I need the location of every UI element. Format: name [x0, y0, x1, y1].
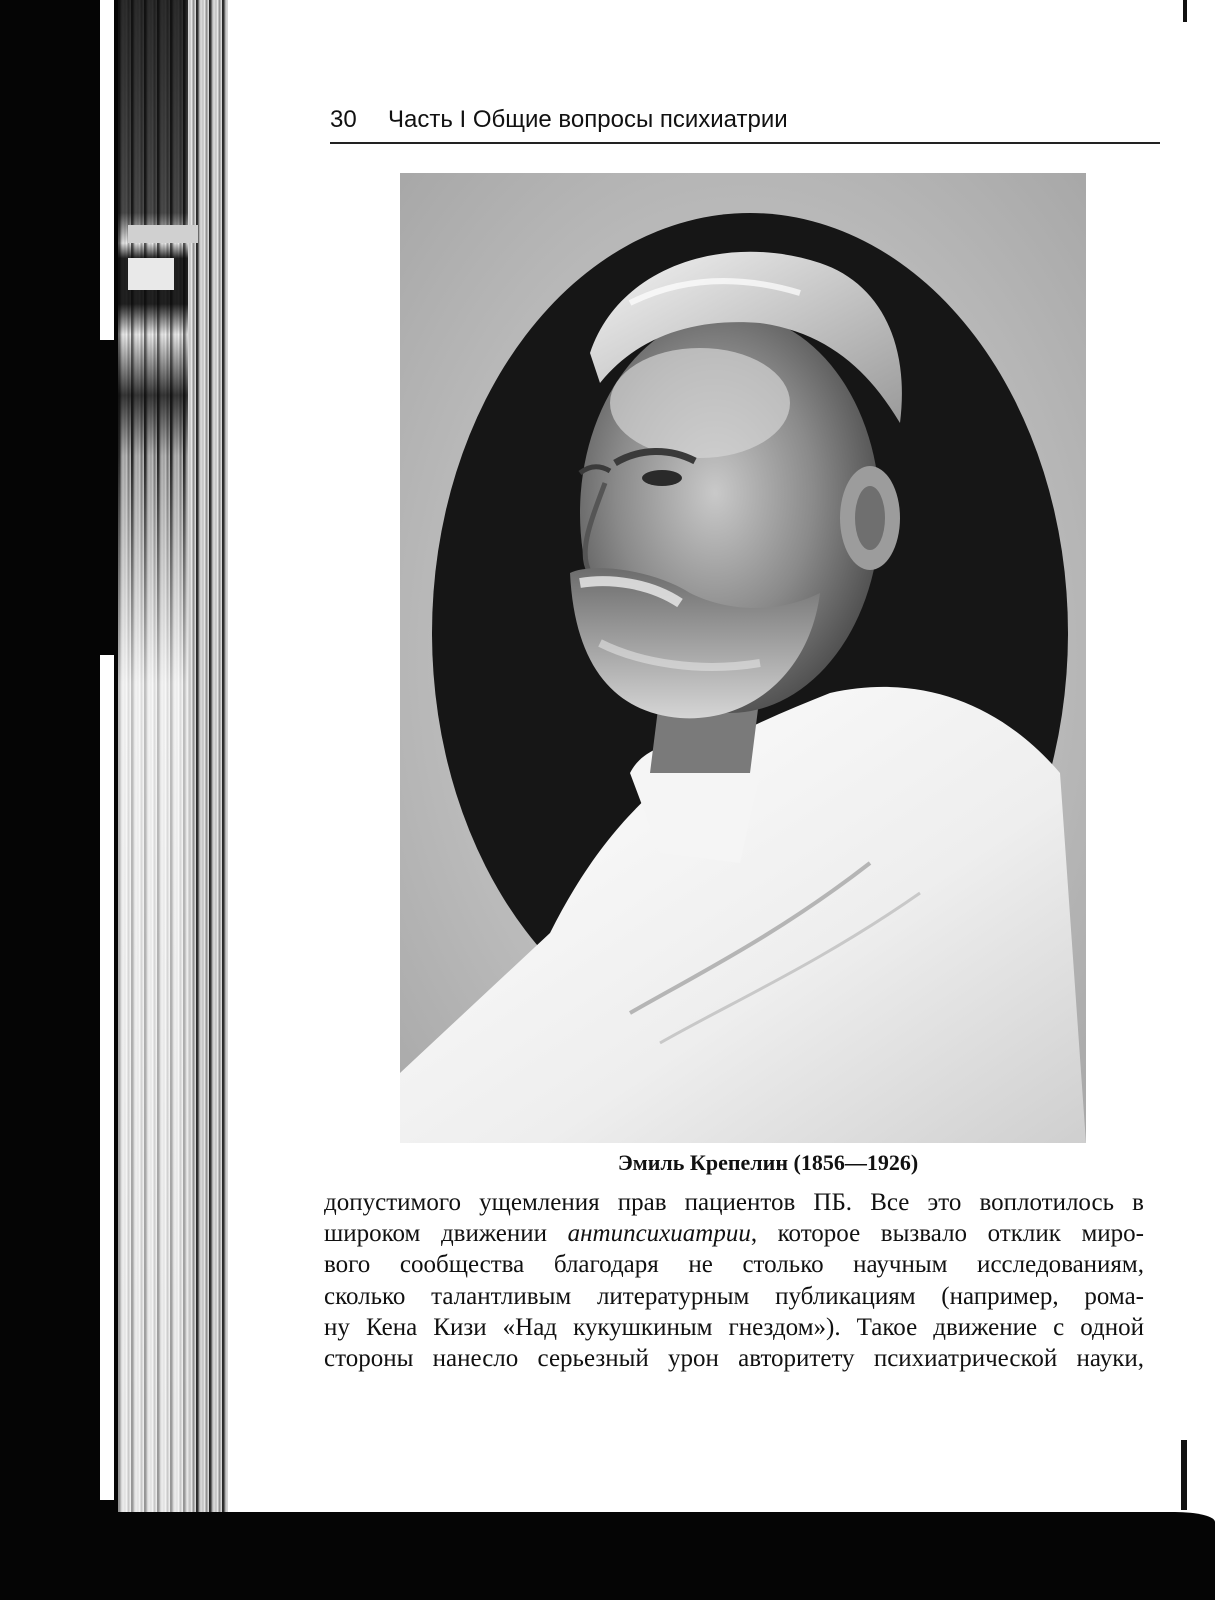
chapter-title: Часть I Общие вопросы психиатрии: [388, 106, 788, 133]
scan-artifact: [100, 0, 114, 340]
scan-artifact: [128, 258, 174, 290]
text-line: стороны нанесло серьезный урон авторитету психиатрической науки,: [324, 1345, 1144, 1373]
text-line: допустимого ущемления прав пациентов ПБ. Все это воплотилось в: [324, 1189, 1144, 1216]
scan-artifact: [1183, 0, 1187, 22]
text-line: сколько талантливым литературным публикациям (например, рома-: [324, 1282, 1144, 1310]
text-line: ну Кена Кизи «Над кукушкиным гнездом»). Такое движение с одной: [324, 1313, 1145, 1341]
running-head: [330, 100, 1160, 144]
portrait-illustration: [400, 173, 1086, 1143]
scan-artifact: [1181, 1440, 1187, 1510]
scan-artifact: [100, 655, 114, 1500]
scan-artifact: [128, 225, 198, 243]
figure-caption: Эмиль Крепелин (1856—1926): [617, 1150, 919, 1175]
italic-term: антипсихиатрии: [567, 1220, 751, 1248]
text-line: широком движении антипсихиатрии, которое вызвало отклик миро-: [324, 1220, 1144, 1248]
bottom-shadow: [118, 1512, 1215, 1600]
portrait-photo: [400, 173, 1086, 1143]
text-line: вого сообщества благодаря не столько научным исследованиям,: [324, 1251, 1144, 1279]
body-text: [324, 1187, 1144, 1374]
page-number: 30: [330, 106, 357, 133]
